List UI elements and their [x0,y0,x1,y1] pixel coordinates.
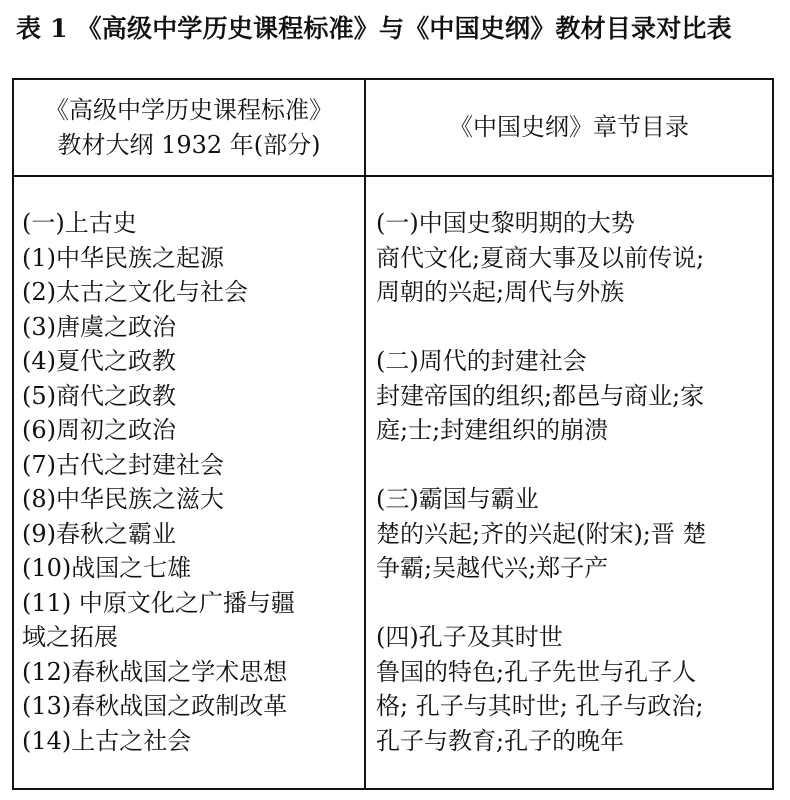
right-section-title: (四)孔子及其时世 [376,623,563,651]
column-divider [364,80,366,788]
header-cell-right [366,80,772,175]
section-spacer [376,586,768,621]
right-section-line: 孔子与教育;孔子的晚年 [376,726,625,755]
left-item: (3)唐虞之政治 [22,312,176,341]
right-section-line: 商代文化;夏商大事及以前传说; [376,243,705,272]
left-item: (7)古代之封建社会 [22,450,224,479]
right-section-title: (二)周代的封建社会 [376,347,587,375]
header-right-text: 《中国史纲》章节目录 [449,113,689,141]
section-spacer [376,448,768,483]
left-item: (一)上古史 [22,209,137,237]
right-section-line: 周朝的兴起;周代与外族 [376,278,625,306]
left-item: (8)中华民族之滋大 [22,485,224,513]
left-item: (9)春秋之霸业 [22,519,176,548]
right-section-line: 格; 孔子与其时世; 孔子与政治; [376,692,704,720]
right-section-line: 庭;士;封建组织的崩溃 [376,416,609,444]
left-item: (12)春秋战国之学术思想 [22,657,288,686]
left-item: (10)战国之七雄 [22,554,192,582]
header-left-line2: 教材大纲 1932 年(部分) [57,130,321,159]
section-spacer [376,310,768,345]
right-section-line: 争霸;吴越代兴;郑子产 [376,554,609,582]
left-item: (14)上古之社会 [22,726,192,755]
left-item: (4)夏代之政教 [22,347,176,375]
left-item: 域之拓展 [22,623,118,651]
left-item: (6)周初之政治 [22,416,176,444]
left-item: (5)商代之政教 [22,381,176,410]
right-section-line: 封建帝国的组织;都邑与商业;家 [376,381,705,410]
left-column-content [22,206,358,758]
right-section-line: 鲁国的特色;孔子先世与孔子人 [376,657,697,686]
right-section-line: 楚的兴起;齐的兴起(附宋);晋 楚 [376,519,707,548]
left-item: (2)太古之文化与社会 [22,278,248,306]
table-caption: 表 1 《高级中学历史课程标准》与《中国史纲》教材目录对比表 [16,14,732,43]
left-item: (1)中华民族之起源 [22,243,224,272]
right-column-content [376,206,768,758]
left-item: (11) 中原文化之广播与疆 [22,588,295,617]
left-item: (13)春秋战国之政制改革 [22,692,288,720]
header-divider [14,175,772,177]
header-left-line1: 《高级中学历史课程标准》 [45,95,333,124]
comparison-table [12,78,774,790]
header-cell-left [14,80,364,175]
right-section-title: (一)中国史黎明期的大势 [376,209,635,237]
right-section-title: (三)霸国与霸业 [376,485,539,513]
